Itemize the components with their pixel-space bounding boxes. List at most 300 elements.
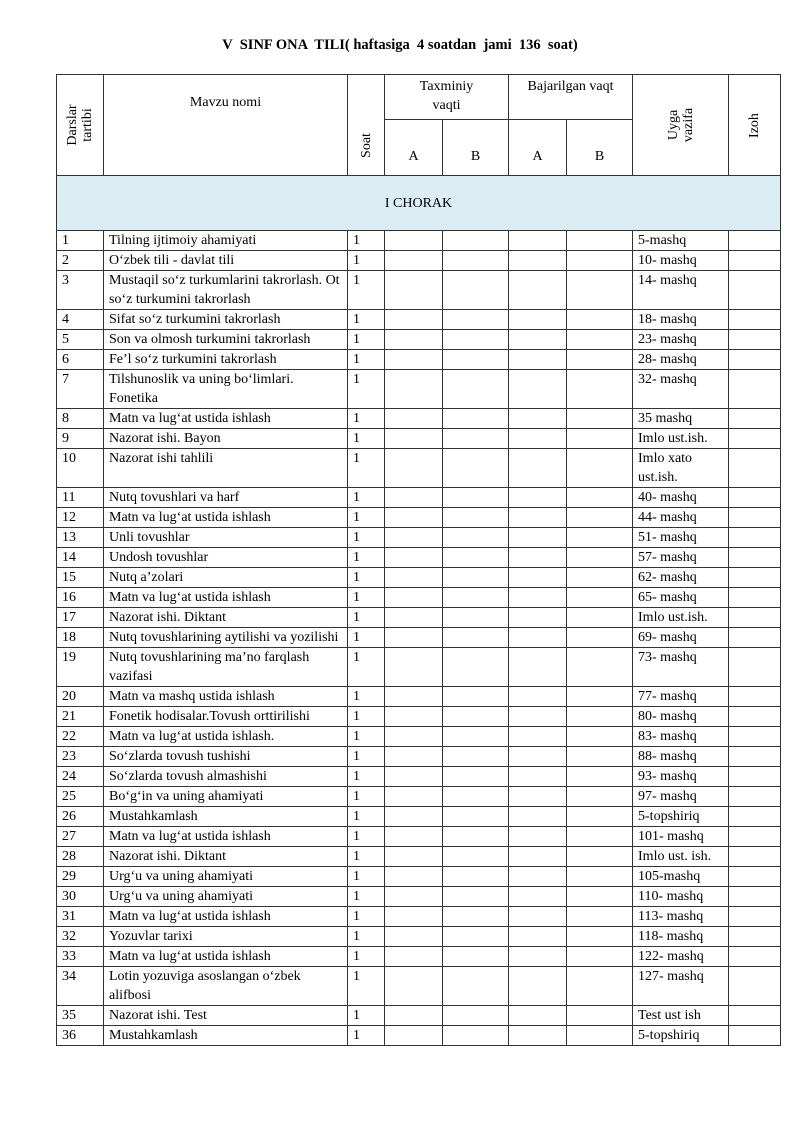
row-done-a bbox=[509, 370, 567, 409]
row-done-b bbox=[567, 488, 633, 508]
header-planned-b: B bbox=[443, 120, 509, 176]
row-topic: Undosh tovushlar bbox=[104, 548, 348, 568]
row-homework: 77- mashq bbox=[633, 687, 729, 707]
row-note bbox=[729, 429, 781, 449]
row-number: 36 bbox=[57, 1026, 104, 1046]
row-done-b bbox=[567, 907, 633, 927]
row-done-a bbox=[509, 409, 567, 429]
header-homework bbox=[633, 75, 729, 176]
row-done-b bbox=[567, 409, 633, 429]
row-planned-a bbox=[385, 947, 443, 967]
row-homework: Imlo ust. ish. bbox=[633, 847, 729, 867]
row-topic: Matn va lug‘at ustida ishlash bbox=[104, 907, 348, 927]
row-homework: 57- mashq bbox=[633, 548, 729, 568]
row-planned-a bbox=[385, 588, 443, 608]
row-number: 29 bbox=[57, 867, 104, 887]
row-note bbox=[729, 787, 781, 807]
row-note bbox=[729, 628, 781, 648]
row-done-b bbox=[567, 947, 633, 967]
row-planned-a bbox=[385, 867, 443, 887]
row-planned-a bbox=[385, 787, 443, 807]
row-note bbox=[729, 409, 781, 429]
table-row bbox=[57, 488, 781, 508]
row-done-a bbox=[509, 707, 567, 727]
row-planned-b bbox=[443, 787, 509, 807]
header-order bbox=[57, 75, 104, 176]
row-planned-b bbox=[443, 608, 509, 628]
row-done-b bbox=[567, 271, 633, 310]
row-hours: 1 bbox=[348, 747, 385, 767]
row-planned-a bbox=[385, 767, 443, 787]
row-hours: 1 bbox=[348, 687, 385, 707]
row-planned-b bbox=[443, 628, 509, 648]
row-hours: 1 bbox=[348, 310, 385, 330]
table-row bbox=[57, 867, 781, 887]
row-number: 7 bbox=[57, 370, 104, 409]
row-note bbox=[729, 847, 781, 867]
row-topic: Matn va lug‘at ustida ishlash bbox=[104, 409, 348, 429]
row-planned-b bbox=[443, 747, 509, 767]
row-number: 25 bbox=[57, 787, 104, 807]
row-number: 1 bbox=[57, 231, 104, 251]
row-done-b bbox=[567, 827, 633, 847]
row-topic: Fe’l so‘z turkumini takrorlash bbox=[104, 350, 348, 370]
row-number: 2 bbox=[57, 251, 104, 271]
row-planned-a bbox=[385, 628, 443, 648]
table-row bbox=[57, 508, 781, 528]
table-row bbox=[57, 907, 781, 927]
table-row bbox=[57, 747, 781, 767]
row-topic: Matn va lug‘at ustida ishlash bbox=[104, 588, 348, 608]
row-number: 32 bbox=[57, 927, 104, 947]
table-row bbox=[57, 947, 781, 967]
row-planned-a bbox=[385, 310, 443, 330]
row-topic: Nutq tovushlarining ma’no farqlash vazifasi bbox=[104, 648, 348, 687]
row-topic: Sifat so‘z turkumini takrorlash bbox=[104, 310, 348, 330]
row-planned-b bbox=[443, 409, 509, 429]
row-homework: 14- mashq bbox=[633, 271, 729, 310]
row-number: 35 bbox=[57, 1006, 104, 1026]
row-planned-a bbox=[385, 887, 443, 907]
row-planned-b bbox=[443, 827, 509, 847]
header-done bbox=[509, 75, 633, 120]
row-planned-a bbox=[385, 488, 443, 508]
row-note bbox=[729, 1006, 781, 1026]
row-planned-a bbox=[385, 271, 443, 310]
row-done-b bbox=[567, 1026, 633, 1046]
header-done-label: Bajarilgan vaqt bbox=[527, 79, 614, 94]
row-planned-a bbox=[385, 687, 443, 707]
row-note bbox=[729, 508, 781, 528]
row-homework: Imlo ust.ish. bbox=[633, 429, 729, 449]
row-topic: Mustaqil so‘z turkumlarini takrorlash. Ot so‘z turkumini takrorlash bbox=[104, 271, 348, 310]
row-planned-b bbox=[443, 1006, 509, 1026]
row-planned-b bbox=[443, 330, 509, 350]
row-done-b bbox=[567, 767, 633, 787]
row-number: 14 bbox=[57, 548, 104, 568]
row-done-a bbox=[509, 231, 567, 251]
row-planned-a bbox=[385, 707, 443, 727]
row-hours: 1 bbox=[348, 648, 385, 687]
row-topic: O‘zbek tili - davlat tili bbox=[104, 251, 348, 271]
row-planned-a bbox=[385, 967, 443, 1006]
row-homework: 122- mashq bbox=[633, 947, 729, 967]
row-done-a bbox=[509, 947, 567, 967]
table-row bbox=[57, 707, 781, 727]
row-note bbox=[729, 271, 781, 310]
table-row bbox=[57, 251, 781, 271]
row-homework: 28- mashq bbox=[633, 350, 729, 370]
row-planned-b bbox=[443, 429, 509, 449]
row-topic: So‘zlarda tovush almashishi bbox=[104, 767, 348, 787]
row-done-b bbox=[567, 449, 633, 488]
row-planned-a bbox=[385, 727, 443, 747]
row-homework: 65- mashq bbox=[633, 588, 729, 608]
row-planned-a bbox=[385, 330, 443, 350]
row-planned-b bbox=[443, 350, 509, 370]
row-number: 34 bbox=[57, 967, 104, 1006]
row-hours: 1 bbox=[348, 528, 385, 548]
row-done-a bbox=[509, 648, 567, 687]
row-number: 31 bbox=[57, 907, 104, 927]
row-planned-b bbox=[443, 310, 509, 330]
row-done-a bbox=[509, 568, 567, 588]
row-planned-a bbox=[385, 747, 443, 767]
row-done-a bbox=[509, 927, 567, 947]
row-homework: 110- mashq bbox=[633, 887, 729, 907]
row-planned-b bbox=[443, 687, 509, 707]
row-note bbox=[729, 488, 781, 508]
row-note bbox=[729, 807, 781, 827]
row-hours: 1 bbox=[348, 508, 385, 528]
row-done-a bbox=[509, 508, 567, 528]
table-row bbox=[57, 727, 781, 747]
row-done-b bbox=[567, 727, 633, 747]
row-note bbox=[729, 568, 781, 588]
table-row bbox=[57, 687, 781, 707]
row-hours: 1 bbox=[348, 370, 385, 409]
row-number: 21 bbox=[57, 707, 104, 727]
row-hours: 1 bbox=[348, 927, 385, 947]
row-topic: Fonetik hodisalar.Tovush orttirilishi bbox=[104, 707, 348, 727]
row-done-a bbox=[509, 588, 567, 608]
row-hours: 1 bbox=[348, 251, 385, 271]
row-number: 4 bbox=[57, 310, 104, 330]
table-row bbox=[57, 350, 781, 370]
row-topic: Urg‘u va uning ahamiyati bbox=[104, 887, 348, 907]
row-hours: 1 bbox=[348, 1026, 385, 1046]
row-homework: 5-mashq bbox=[633, 231, 729, 251]
row-homework: 32- mashq bbox=[633, 370, 729, 409]
row-topic: Matn va lug‘at ustida ishlash bbox=[104, 947, 348, 967]
row-done-a bbox=[509, 827, 567, 847]
row-done-a bbox=[509, 967, 567, 1006]
row-homework: 5-topshiriq bbox=[633, 807, 729, 827]
row-done-a bbox=[509, 1026, 567, 1046]
row-done-a bbox=[509, 787, 567, 807]
row-number: 17 bbox=[57, 608, 104, 628]
row-planned-b bbox=[443, 967, 509, 1006]
row-number: 11 bbox=[57, 488, 104, 508]
row-note bbox=[729, 548, 781, 568]
row-note bbox=[729, 608, 781, 628]
row-done-b bbox=[567, 568, 633, 588]
row-homework: 105-mashq bbox=[633, 867, 729, 887]
row-done-a bbox=[509, 608, 567, 628]
row-planned-a bbox=[385, 1026, 443, 1046]
row-hours: 1 bbox=[348, 409, 385, 429]
row-done-b bbox=[567, 528, 633, 548]
row-note bbox=[729, 767, 781, 787]
row-topic: Lotin yozuviga asoslangan o‘zbek alifbosi bbox=[104, 967, 348, 1006]
row-hours: 1 bbox=[348, 847, 385, 867]
table-row bbox=[57, 449, 781, 488]
row-planned-a bbox=[385, 827, 443, 847]
row-planned-b bbox=[443, 588, 509, 608]
table-row bbox=[57, 827, 781, 847]
row-number: 24 bbox=[57, 767, 104, 787]
row-done-a bbox=[509, 747, 567, 767]
row-planned-b bbox=[443, 449, 509, 488]
row-number: 28 bbox=[57, 847, 104, 867]
row-note bbox=[729, 449, 781, 488]
row-done-b bbox=[567, 807, 633, 827]
row-done-b bbox=[567, 648, 633, 687]
header-hours-label: Soat bbox=[358, 132, 374, 158]
row-note bbox=[729, 907, 781, 927]
row-planned-a bbox=[385, 409, 443, 429]
row-planned-b bbox=[443, 867, 509, 887]
row-note bbox=[729, 747, 781, 767]
header-done-a: A bbox=[509, 120, 567, 176]
row-number: 12 bbox=[57, 508, 104, 528]
row-number: 27 bbox=[57, 827, 104, 847]
table-row bbox=[57, 787, 781, 807]
row-done-a bbox=[509, 807, 567, 827]
row-note bbox=[729, 927, 781, 947]
page-title: V SINF ONA TILI( haftasiga 4 soatdan jami 136 soat) bbox=[222, 37, 578, 53]
row-done-b bbox=[567, 370, 633, 409]
table-row bbox=[57, 548, 781, 568]
row-number: 23 bbox=[57, 747, 104, 767]
row-topic: Nazorat ishi. Bayon bbox=[104, 429, 348, 449]
row-done-a bbox=[509, 887, 567, 907]
row-homework: 93- mashq bbox=[633, 767, 729, 787]
row-note bbox=[729, 727, 781, 747]
row-homework: 69- mashq bbox=[633, 628, 729, 648]
row-number: 16 bbox=[57, 588, 104, 608]
row-hours: 1 bbox=[348, 231, 385, 251]
row-done-b bbox=[567, 887, 633, 907]
row-topic: Nutq a’zolari bbox=[104, 568, 348, 588]
row-topic: Nazorat ishi. Test bbox=[104, 1006, 348, 1026]
row-planned-a bbox=[385, 429, 443, 449]
row-hours: 1 bbox=[348, 887, 385, 907]
table-row bbox=[57, 628, 781, 648]
row-number: 22 bbox=[57, 727, 104, 747]
table-row bbox=[57, 528, 781, 548]
row-topic: Tilshunoslik va uning bo‘limlari. Fonetika bbox=[104, 370, 348, 409]
row-homework: 51- mashq bbox=[633, 528, 729, 548]
row-note bbox=[729, 867, 781, 887]
row-homework: Test ust ish bbox=[633, 1006, 729, 1026]
row-planned-a bbox=[385, 807, 443, 827]
row-done-b bbox=[567, 628, 633, 648]
row-planned-a bbox=[385, 927, 443, 947]
row-hours: 1 bbox=[348, 767, 385, 787]
row-done-a bbox=[509, 767, 567, 787]
row-done-a bbox=[509, 350, 567, 370]
row-planned-a bbox=[385, 548, 443, 568]
row-topic: Mustahkamlash bbox=[104, 807, 348, 827]
row-planned-a bbox=[385, 847, 443, 867]
row-done-a bbox=[509, 628, 567, 648]
row-topic: Matn va lug‘at ustida ishlash bbox=[104, 827, 348, 847]
row-homework: 118- mashq bbox=[633, 927, 729, 947]
row-done-a bbox=[509, 271, 567, 310]
row-planned-b bbox=[443, 767, 509, 787]
row-topic: Nazorat ishi tahlili bbox=[104, 449, 348, 488]
row-done-b bbox=[567, 508, 633, 528]
table-row bbox=[57, 271, 781, 310]
row-done-a bbox=[509, 528, 567, 548]
row-number: 8 bbox=[57, 409, 104, 429]
row-note bbox=[729, 330, 781, 350]
row-done-a bbox=[509, 429, 567, 449]
row-number: 18 bbox=[57, 628, 104, 648]
header-topic bbox=[104, 75, 348, 176]
row-note bbox=[729, 588, 781, 608]
row-planned-b bbox=[443, 927, 509, 947]
row-done-b bbox=[567, 429, 633, 449]
header-planned bbox=[385, 75, 509, 120]
lesson-plan-table bbox=[56, 74, 781, 1046]
row-homework: 97- mashq bbox=[633, 787, 729, 807]
header-topic-label: Mavzu nomi bbox=[189, 95, 262, 110]
row-planned-a bbox=[385, 350, 443, 370]
row-hours: 1 bbox=[348, 449, 385, 488]
row-homework: 80- mashq bbox=[633, 707, 729, 727]
header-homework-label: Uyga vazifa bbox=[665, 107, 696, 143]
table-row bbox=[57, 1026, 781, 1046]
row-note bbox=[729, 887, 781, 907]
row-done-b bbox=[567, 847, 633, 867]
row-done-a bbox=[509, 687, 567, 707]
table-body bbox=[57, 231, 781, 1046]
row-done-b bbox=[567, 747, 633, 767]
row-planned-a bbox=[385, 648, 443, 687]
section-heading: I CHORAK bbox=[57, 176, 781, 231]
row-topic: Unli tovushlar bbox=[104, 528, 348, 548]
table-row bbox=[57, 807, 781, 827]
row-done-b bbox=[567, 588, 633, 608]
row-planned-b bbox=[443, 947, 509, 967]
row-hours: 1 bbox=[348, 947, 385, 967]
row-planned-b bbox=[443, 648, 509, 687]
row-done-a bbox=[509, 907, 567, 927]
row-note bbox=[729, 231, 781, 251]
table-row bbox=[57, 887, 781, 907]
row-planned-b bbox=[443, 271, 509, 310]
row-done-a bbox=[509, 847, 567, 867]
row-done-b bbox=[567, 251, 633, 271]
row-topic: Matn va lug‘at ustida ishlash. bbox=[104, 727, 348, 747]
row-done-b bbox=[567, 330, 633, 350]
row-note bbox=[729, 350, 781, 370]
header-note bbox=[729, 75, 781, 176]
row-topic: Nutq tovushlari va harf bbox=[104, 488, 348, 508]
row-hours: 1 bbox=[348, 807, 385, 827]
row-hours: 1 bbox=[348, 967, 385, 1006]
row-number: 19 bbox=[57, 648, 104, 687]
row-note bbox=[729, 251, 781, 271]
row-homework: 127- mashq bbox=[633, 967, 729, 1006]
row-hours: 1 bbox=[348, 727, 385, 747]
row-planned-a bbox=[385, 907, 443, 927]
row-hours: 1 bbox=[348, 827, 385, 847]
row-done-b bbox=[567, 967, 633, 1006]
row-homework: 5-topshiriq bbox=[633, 1026, 729, 1046]
row-hours: 1 bbox=[348, 429, 385, 449]
row-planned-b bbox=[443, 847, 509, 867]
row-note bbox=[729, 648, 781, 687]
header-note-label: Izoh bbox=[747, 112, 763, 138]
row-note bbox=[729, 1026, 781, 1046]
row-hours: 1 bbox=[348, 867, 385, 887]
header-order-label: Darslar tartibi bbox=[65, 104, 95, 146]
row-topic: So‘zlarda tovush tushishi bbox=[104, 747, 348, 767]
header-planned-label: Taxminiy vaqti bbox=[419, 79, 474, 113]
row-done-b bbox=[567, 687, 633, 707]
row-topic: Matn va lug‘at ustida ishlash bbox=[104, 508, 348, 528]
row-number: 6 bbox=[57, 350, 104, 370]
row-done-a bbox=[509, 310, 567, 330]
table-row bbox=[57, 767, 781, 787]
row-hours: 1 bbox=[348, 330, 385, 350]
row-planned-a bbox=[385, 1006, 443, 1026]
row-planned-a bbox=[385, 508, 443, 528]
row-done-a bbox=[509, 251, 567, 271]
row-homework: 40- mashq bbox=[633, 488, 729, 508]
row-homework: 73- mashq bbox=[633, 648, 729, 687]
row-number: 33 bbox=[57, 947, 104, 967]
row-planned-b bbox=[443, 1026, 509, 1046]
row-done-b bbox=[567, 608, 633, 628]
header-done-b: B bbox=[567, 120, 633, 176]
row-topic: Bo‘g‘in va uning ahamiyati bbox=[104, 787, 348, 807]
row-planned-b bbox=[443, 568, 509, 588]
row-planned-b bbox=[443, 727, 509, 747]
row-number: 9 bbox=[57, 429, 104, 449]
row-number: 5 bbox=[57, 330, 104, 350]
row-planned-b bbox=[443, 508, 509, 528]
row-topic: Matn va mashq ustida ishlash bbox=[104, 687, 348, 707]
row-homework: 23- mashq bbox=[633, 330, 729, 350]
table-row bbox=[57, 1006, 781, 1026]
row-done-a bbox=[509, 330, 567, 350]
row-homework: Imlo ust.ish. bbox=[633, 608, 729, 628]
table-row bbox=[57, 927, 781, 947]
row-note bbox=[729, 528, 781, 548]
row-topic: Nazorat ishi. Diktant bbox=[104, 847, 348, 867]
row-hours: 1 bbox=[348, 588, 385, 608]
row-done-b bbox=[567, 707, 633, 727]
row-hours: 1 bbox=[348, 628, 385, 648]
row-homework: 44- mashq bbox=[633, 508, 729, 528]
table-row bbox=[57, 231, 781, 251]
row-planned-a bbox=[385, 568, 443, 588]
row-homework: 62- mashq bbox=[633, 568, 729, 588]
